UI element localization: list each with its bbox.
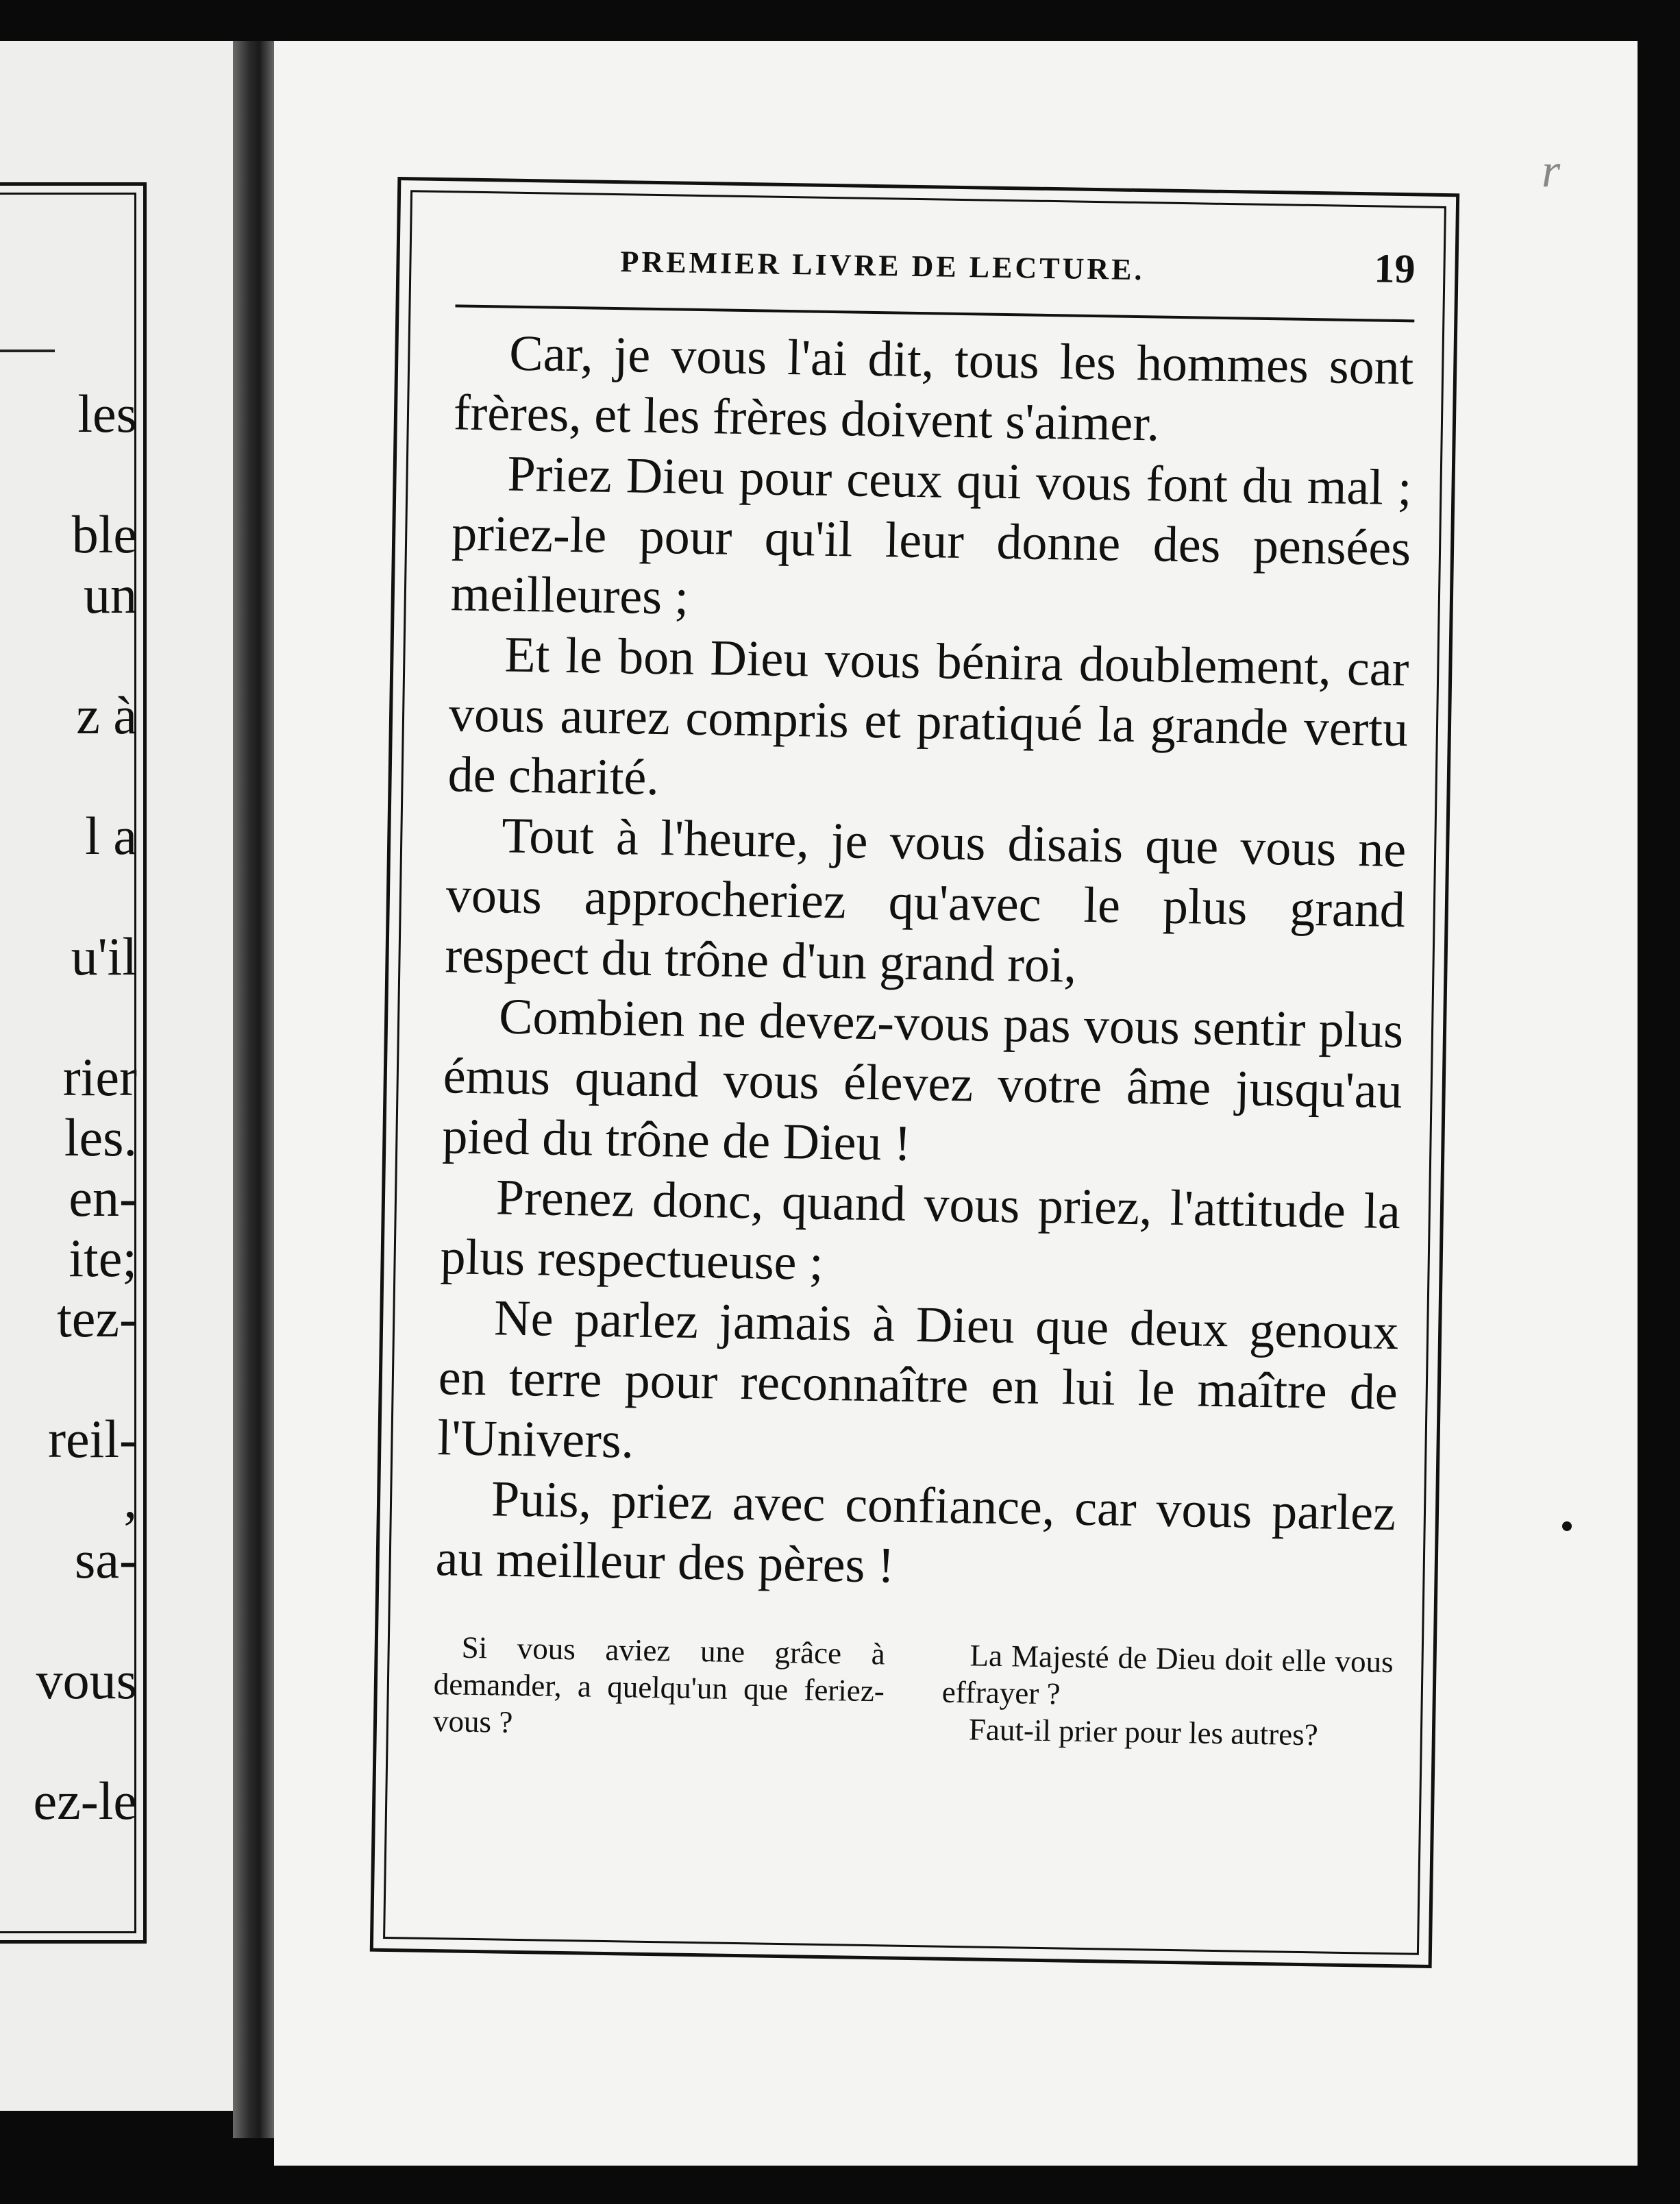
left-page-header-rule	[0, 350, 55, 352]
paragraph: Tout à l'heure, je vous disais que vous ne vous approcheriez qu'avec le plus grand respect du trône d'un grand roi,	[444, 807, 1407, 994]
left-line: tez-	[57, 1288, 137, 1348]
running-title: PREMIER LIVRE DE LECTURE.	[620, 245, 1145, 287]
questions-right-column	[941, 1637, 1394, 1754]
question: Si vous aviez une grâce à demander, a quelqu'un que feriez-vous ?	[432, 1630, 886, 1739]
left-line: sa-	[75, 1530, 137, 1589]
book-page	[274, 41, 1638, 2166]
left-line: rier	[62, 1047, 137, 1107]
left-line: les	[77, 384, 137, 443]
left-line: ,	[123, 1469, 137, 1529]
left-line: ez-le	[33, 1771, 137, 1830]
page-header	[456, 229, 1416, 319]
left-line: u'il	[71, 927, 137, 986]
left-line	[0, 1711, 137, 1771]
paragraph: Puis, priez avec confiance, car vous parlez au meilleur des pères !	[435, 1471, 1396, 1594]
question: La Majesté de Dieu doit elle vous effrayer ?	[941, 1638, 1394, 1711]
question: Faut-il prier pour les autres?	[968, 1712, 1319, 1752]
paragraph: Et le bon Dieu vous bénira doublement, car vous aurez compris et pratiqué la grande vertu de charité.	[447, 626, 1409, 807]
left-line: reil-	[48, 1409, 137, 1469]
pencil-mark: r	[1542, 145, 1561, 197]
left-line: vous	[36, 1650, 137, 1710]
page-border-outer	[370, 177, 1459, 1968]
paragraph: Car, je vous l'ai dit, tous les hommes sont frères, et les frères doivent s'aimer.	[453, 325, 1414, 452]
left-line	[0, 625, 137, 685]
ink-speck	[1562, 1521, 1572, 1531]
left-line: un	[84, 565, 137, 624]
paragraph: Prenez donc, quand vous priez, l'attitude la plus respectueuse ;	[440, 1169, 1401, 1291]
paragraph: Ne parlez jamais à Dieu que deux genoux en terre pour reconnaître en lui le maître de l'Univers.	[436, 1290, 1399, 1469]
paragraph: Combien ne devez-vous pas vous sentir plus émus quand vous élevez votre âme jusqu'au pied du trône de Dieu !	[441, 988, 1404, 1172]
page-content	[433, 229, 1416, 1754]
left-line: en-	[69, 1168, 137, 1227]
left-line	[0, 987, 137, 1047]
questions-left-column	[433, 1628, 885, 1746]
left-line: l a	[85, 806, 137, 866]
left-line: ite;	[69, 1228, 137, 1288]
left-line	[0, 746, 137, 806]
left-facing-page	[0, 41, 233, 2111]
left-line: ble	[71, 504, 137, 564]
left-line: les.	[64, 1107, 137, 1167]
page-number: 19	[1373, 245, 1416, 292]
paragraph: Priez Dieu pour ceux qui vous font du mal ; priez-le pour qu'il leur donne des pensées meilleures ;	[450, 445, 1413, 626]
left-line	[0, 1590, 137, 1650]
body-text	[435, 322, 1414, 1604]
left-line	[0, 1349, 137, 1409]
left-page-text	[0, 384, 137, 1831]
review-questions	[433, 1628, 1394, 1754]
left-line	[0, 444, 137, 504]
left-line: z à	[76, 685, 137, 745]
left-line	[0, 866, 137, 927]
